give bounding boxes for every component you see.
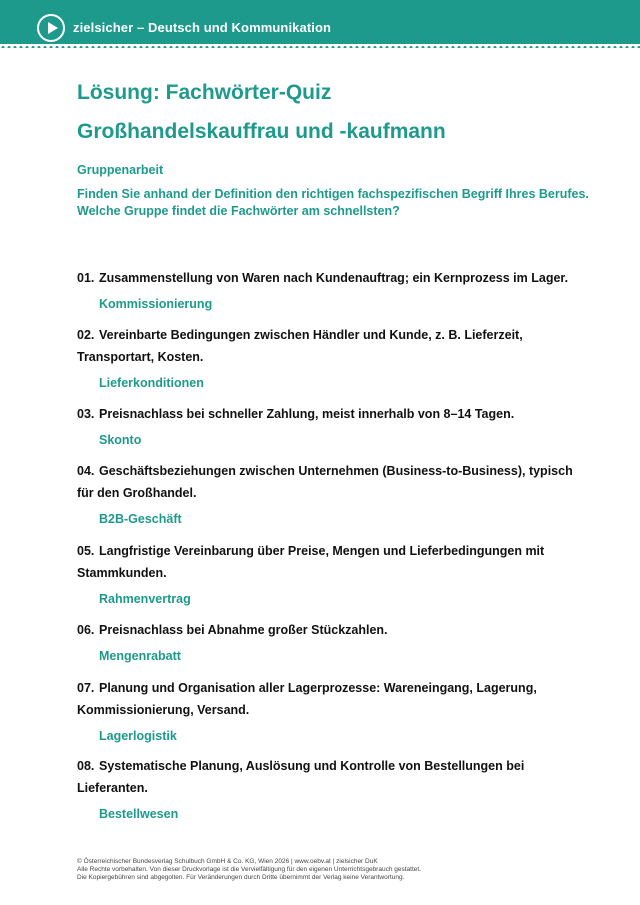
item-answer: Mengenrabatt	[99, 649, 181, 663]
quiz-item	[77, 324, 597, 390]
instruction-line: Finden Sie anhand der Definition den richtigen fachspezifischen Begriff Ihres Berufes.	[77, 187, 589, 201]
instructions	[77, 186, 597, 220]
item-definition: Zusammenstellung von Waren nach Kundenauftrag; ein Kernprozess im Lager.	[99, 271, 569, 285]
item-number: 07.	[77, 681, 95, 695]
brand-name: zielsicher – Deutsch und Kommunikation	[73, 20, 332, 35]
item-definition: Vereinbarte Bedingungen zwischen Händler und Kunde, z. B. Lieferzeit,	[99, 328, 523, 342]
item-definition: Geschäftsbeziehungen zwischen Unternehmen (Business-to-Business), typisch	[99, 464, 573, 478]
item-number: 03.	[77, 407, 95, 421]
footer-line: © Österreichischer Bundesverlag Schulbuch GmbH & Co. KG, Wien 2026 | www.oebv.at | zielsicher DuK	[77, 858, 378, 865]
header-dotted-edge	[0, 40, 640, 48]
page-subtitle: Großhandelskauffrau und -kaufmann	[77, 120, 446, 143]
item-number: 02.	[77, 328, 95, 342]
quiz-item	[77, 267, 597, 311]
item-definition: Planung und Organisation aller Lagerprozesse: Wareneingang, Lagerung,	[99, 681, 537, 695]
item-definition-cont: für den Großhandel.	[77, 486, 197, 500]
item-definition: Preisnachlass bei Abnahme großer Stückzahlen.	[99, 623, 388, 637]
quiz-item	[77, 460, 597, 526]
item-answer: Lagerlogistik	[99, 729, 177, 743]
item-definition-cont: Stammkunden.	[77, 566, 167, 580]
quiz-item	[77, 619, 597, 663]
page-title: Lösung: Fachwörter-Quiz	[77, 81, 332, 104]
item-number: 01.	[77, 271, 95, 285]
item-answer: Lieferkonditionen	[99, 376, 204, 390]
item-definition: Langfristige Vereinbarung über Preise, Mengen und Lieferbedingungen mit	[99, 544, 545, 558]
item-answer: Kommissionierung	[99, 297, 213, 311]
item-definition: Systematische Planung, Auslösung und Kontrolle von Bestellungen bei	[99, 759, 525, 773]
item-definition-cont: Transportart, Kosten.	[77, 350, 204, 364]
instruction-line: Welche Gruppe findet die Fachwörter am schnellsten?	[77, 204, 400, 218]
footer-line: Die Kopiergebühren sind abgegolten. Für Veränderungen durch Dritte übernimmt der Verlag keine Verantwortung.	[77, 874, 405, 881]
item-definition: Preisnachlass bei schneller Zahlung, meist innerhalb von 8–14 Tagen.	[99, 407, 515, 421]
quiz-item	[77, 540, 597, 606]
item-number: 08.	[77, 759, 95, 773]
item-number: 04.	[77, 464, 95, 478]
item-definition-cont: Lieferanten.	[77, 781, 148, 795]
copyright-footer	[77, 858, 421, 882]
section-label: Gruppenarbeit	[77, 163, 164, 177]
item-definition-cont: Kommissionierung, Versand.	[77, 703, 250, 717]
item-answer: Skonto	[99, 433, 142, 447]
item-number: 06.	[77, 623, 95, 637]
quiz-item	[77, 677, 597, 743]
item-number: 05.	[77, 544, 95, 558]
item-answer: Bestellwesen	[99, 807, 179, 821]
footer-line: Alle Rechte vorbehalten. Von dieser Druckvorlage ist die Vervielfältigung für den eigenen Unterrichtsgebrauch gestattet.	[77, 866, 421, 873]
quiz-item	[77, 403, 597, 447]
quiz-item	[77, 755, 597, 821]
item-answer: B2B-Geschäft	[99, 512, 182, 526]
item-answer: Rahmenvertrag	[99, 592, 191, 606]
play-circle-icon	[37, 14, 65, 42]
